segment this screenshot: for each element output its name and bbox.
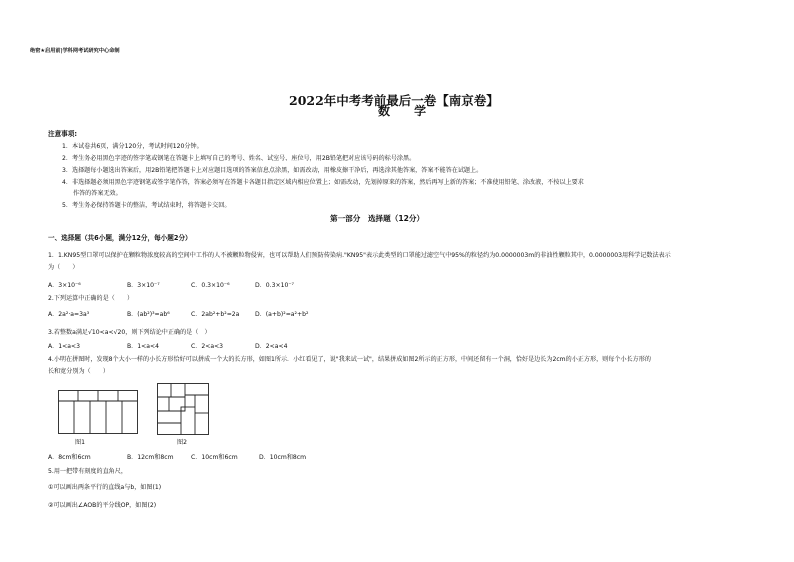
q3-stem: 3.若整数a满足√10<a<√20，则下列结论中正确的是（ ） — [48, 329, 211, 336]
notice-item-1: 1．本试卷共6页，满分120分，考试时间120分钟。 — [62, 143, 203, 150]
q4-stem-line2: 长和宽分别为（ ） — [48, 368, 109, 375]
notice-item-4: 4．非选择题必须用黑色字迹钢笔或签字笔作答，答案必须写在答题卡各题目指定区域内相应位置上；如需改动，先划掉原来的答案，然后再写上新的答案；不准使用铅笔、涂改液，不按以上要求 — [62, 179, 584, 186]
notice-item-5: 5．考生务必保持答题卡的整洁，考试结束时，将答题卡交回。 — [62, 202, 231, 209]
q2-option-a: A．2a²·a=3a³ — [48, 311, 90, 318]
notice-heading: 注意事项: — [48, 130, 78, 138]
part1-title: 第一部分 选择题（12分） — [330, 214, 425, 223]
q2-stem: 2.下列运算中正确的是（ ） — [48, 295, 134, 302]
section-heading: 一、选择题（共6小题，满分12分，每小题2分） — [48, 234, 192, 242]
q4-option-d: D．10cm和8cm — [259, 454, 307, 461]
q1-option-a: A．3×10⁻⁶ — [48, 282, 81, 289]
subject-title: 数 学 — [378, 104, 437, 118]
q3-option-c: C．2<a<3 — [191, 343, 224, 350]
notice-item-4-cont: 作答的答案无效。 — [73, 190, 122, 197]
q1-option-b: B．3×10⁻⁷ — [127, 282, 160, 289]
notice-item-2: 2．考生务必用黑色字迹的签字笔或钢笔在答题卡上填写自己的考号、姓名、试室号、座位号，用2B铅笔把对应该号码的标号涂黑。 — [62, 155, 416, 162]
notice-item-3: 3．选择题每小题选出答案后，用2B铅笔把答题卡上对应题目选项的答案信息点涂黑，如需改动，用橡皮擦干净后，再选涂其他答案，答案不能答在试题上。 — [62, 167, 483, 174]
q3-option-b: B．1<a<4 — [127, 343, 159, 350]
q5-item-1: ①可以画出两条平行的直线a与b，如图(1) — [48, 484, 162, 491]
q1-stem-line2: 为（ ） — [48, 264, 79, 271]
q4-option-b: B．12cm和8cm — [127, 454, 174, 461]
q4-option-c: C．10cm和6cm — [191, 454, 238, 461]
confidential-mark: 绝密★启用前|学科网考试研究中心命制 — [30, 48, 120, 54]
q3-option-d: D．2<a<4 — [255, 343, 288, 350]
q4-stem-line1: 4.小明在拼图时，发现8个大小一样的小长方形恰好可以拼成一个大的长方形，如图1所示．小红看见了，说"我来试一试"，结果拼成如图2所示的正方形，中间还留有一个洞，恰好是边长为2cm的小正方形，则每个小长方形的 — [48, 356, 651, 363]
q4-option-a: A．8cm和6cm — [48, 454, 91, 461]
q3-option-a: A．1<a<3 — [48, 343, 80, 350]
q5-stem: 5.用一把带有刻度的直角尺， — [48, 468, 127, 475]
figure-2-label: 图2 — [177, 439, 187, 446]
exam-title: 2022年中考考前最后一卷【南京卷】 — [289, 93, 499, 108]
q1-option-c: C．0.3×10⁻⁶ — [191, 282, 230, 289]
q1-stem-line1: 1．1.KN95型口罩可以保护在颗粒物浓度较高的空间中工作的人不被颗粒物侵害，也可以帮助人们预防传染病."KN95"表示此类型的口罩能过滤空气中95%的粒径约为0.0000003m的非油性颗粒其中，0.0000003用科学记数法表示 — [48, 252, 671, 259]
q5-item-2: ②可以画出∠AOB的平分线OP，如图(2) — [48, 502, 157, 509]
figure-2 — [157, 383, 209, 435]
q2-option-d: D．(a+b)²=a²+b² — [255, 311, 309, 318]
q1-option-d: D．0.3×10⁻⁷ — [255, 282, 294, 289]
q2-option-b: B．(ab²)³=ab⁶ — [127, 311, 170, 318]
q2-option-c: C．2ab²+b²=2a — [191, 311, 240, 318]
figure-1-label: 图1 — [75, 439, 85, 446]
figure-1 — [58, 390, 138, 434]
